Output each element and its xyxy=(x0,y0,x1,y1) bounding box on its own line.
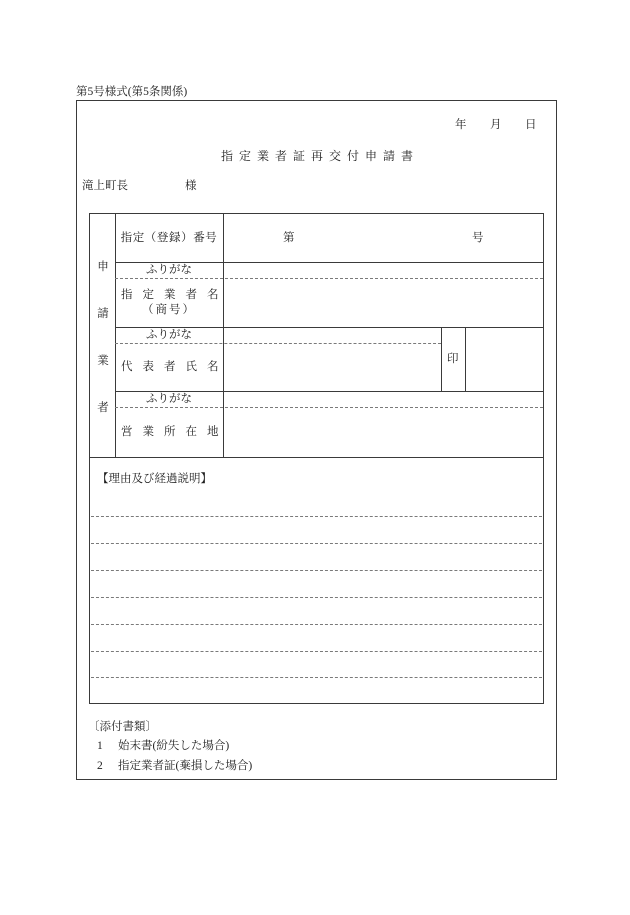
representative-name-label: 代表者氏名 xyxy=(121,361,229,373)
registration-number-label: 指定（登録）番号 xyxy=(120,232,218,244)
attachment-item-text: 始末書(紛失した場合) xyxy=(118,740,230,752)
applicant-section-label: 申請業者 xyxy=(96,260,108,448)
addressee-name: 滝上町長 xyxy=(82,180,128,192)
business-name-furigana-field xyxy=(224,263,543,278)
reason-line xyxy=(91,624,542,625)
reason-line xyxy=(91,570,542,571)
business-name-furigana-label: ふりがな xyxy=(146,264,192,276)
attachment-item-text: 指定業者証(棄損した場合) xyxy=(118,760,253,772)
seal-field xyxy=(466,328,543,391)
representative-furigana-field xyxy=(224,328,441,343)
date-year-label: 年 xyxy=(455,119,467,131)
reason-line xyxy=(91,677,542,678)
office-furigana-field xyxy=(224,392,543,407)
section-divider xyxy=(89,457,544,458)
form-number-label: 第5号様式(第5条関係) xyxy=(76,86,188,98)
attachment-item-number: 1 xyxy=(97,740,103,752)
date-month-label: 月 xyxy=(490,119,502,131)
reason-field xyxy=(90,490,543,702)
office-address-field xyxy=(224,408,543,457)
reason-line xyxy=(91,516,542,517)
representative-name-field xyxy=(224,344,441,391)
business-name-label: 指定業者名 xyxy=(121,289,229,301)
registration-number-suffix: 号 xyxy=(472,232,484,244)
addressee-honorific: 様 xyxy=(185,180,197,192)
business-name-field xyxy=(224,279,543,327)
reason-line xyxy=(91,597,542,598)
reason-heading: 【理由及び経過説明】 xyxy=(97,473,212,485)
office-address-label: 営業所在地 xyxy=(121,426,229,438)
reason-line xyxy=(91,651,542,652)
registration-number-prefix: 第 xyxy=(283,232,295,244)
seal-cell-divider xyxy=(441,327,442,391)
business-name-sublabel: （商号） xyxy=(142,304,196,316)
reason-line xyxy=(91,543,542,544)
registration-number-field xyxy=(224,214,543,262)
office-furigana-label: ふりがな xyxy=(146,393,192,405)
seal-label: 印 xyxy=(447,353,459,365)
document-title: 指定業者証再交付申請書 xyxy=(221,149,420,163)
representative-furigana-label: ふりがな xyxy=(146,329,192,341)
attachment-item-number: 2 xyxy=(97,760,103,772)
attachments-heading: 〔添付書類〕 xyxy=(88,721,157,733)
date-day-label: 日 xyxy=(525,119,537,131)
